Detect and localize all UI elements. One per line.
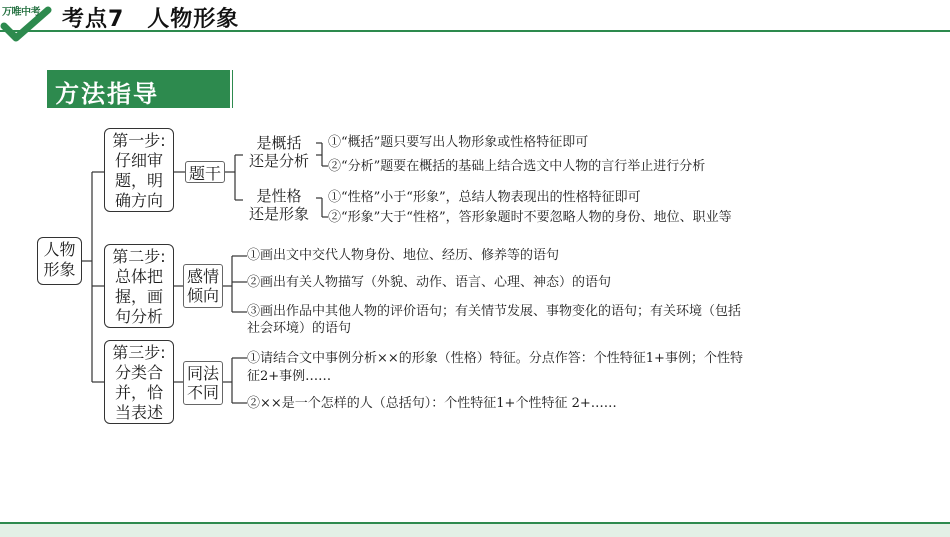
step-2-sub: 感情 倾向: [183, 264, 223, 308]
step-2-item-3-cont: 社会环境）的语句: [247, 321, 352, 336]
group-1-label: 是概括 还是分析: [248, 134, 309, 170]
step-3-sub: 同法 不同: [183, 361, 223, 405]
group-2-label: 是性格 还是形象: [248, 187, 309, 223]
logo-text: 万唯中考: [2, 7, 40, 18]
step-3-node: 第三步: 分类合 并，恰 当表述: [104, 340, 174, 424]
group-1-item-1: ①“概括”题只要写出人物形象或性格特征即可: [328, 135, 589, 150]
step-1-node: 第一步: 仔细审 题，明 确方向: [104, 128, 174, 212]
step-2-node: 第二步: 总体把 握，画 句分析: [104, 244, 174, 328]
step-3-item-2: ②××是一个怎样的人（总括句）：个性特征1+个性特征 2+……: [247, 396, 617, 411]
root-node: 人物 形象: [37, 237, 82, 285]
step-2-item-3: ③画出作品中其他人物的评价语句；有关情节发展、事物变化的语句；有关环境（包括: [247, 304, 742, 319]
step-3-item-1-cont: 征2+事例……: [247, 369, 332, 384]
step-1-sub: 题干: [185, 161, 225, 183]
group-2-item-1: ①“性格”小于“形象”，总结人物表现出的性格特征即可: [328, 190, 641, 205]
group-1-item-2: ②“分析”题要在概括的基础上结合选文中人物的言行举止进行分析: [328, 159, 706, 174]
step-2-item-2: ②画出有关人物描写（外貌、动作、语言、心理、神态）的语句: [247, 275, 612, 290]
page-title: 考点7 人物形象: [62, 7, 240, 32]
step-2-item-1: ①画出文中交代人物身份、地位、经历、修养等的语句: [247, 248, 560, 263]
section-label-text: 方法指导: [55, 80, 159, 108]
group-2-item-2: ②“形象”大于“性格”，答形象题时不要忽略人物的身份、地位、职业等: [328, 210, 732, 225]
step-3-item-1: ①请结合文中事例分析××的形象（性格）特征。分点作答：个性特征1+事例；个性特: [247, 351, 743, 366]
